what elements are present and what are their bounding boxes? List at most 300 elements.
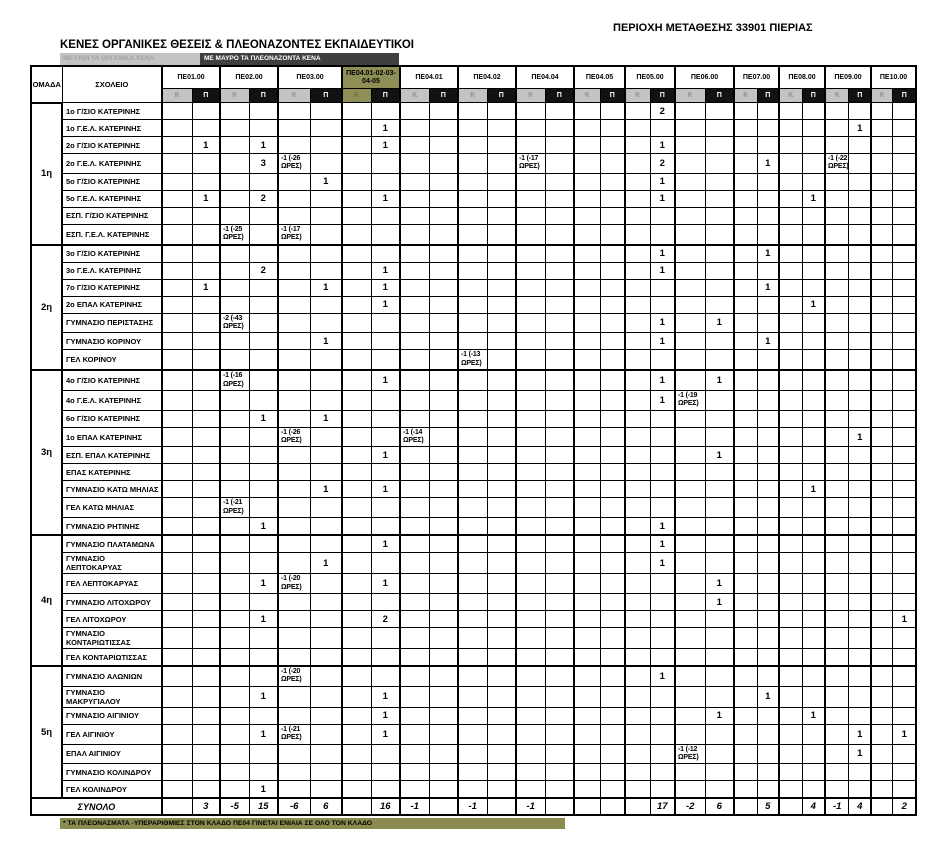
empty-cell (516, 173, 545, 190)
empty-cell (429, 154, 458, 174)
empty-cell (600, 296, 625, 313)
empty-cell (705, 224, 734, 244)
empty-cell (893, 574, 916, 594)
empty-cell (849, 207, 871, 224)
empty-cell (278, 764, 310, 781)
empty-cell (487, 574, 516, 594)
empty-cell (516, 296, 545, 313)
empty-cell (400, 103, 429, 120)
empty-cell (849, 224, 871, 244)
empty-cell (675, 427, 705, 447)
empty-cell (310, 427, 342, 447)
empty-cell (757, 464, 779, 481)
empty-cell (757, 262, 779, 279)
empty-cell (516, 207, 545, 224)
empty-cell (675, 764, 705, 781)
school-name: 5ο Γ.Ε.Λ. ΚΑΤΕΡΙΝΗΣ (62, 190, 162, 207)
empty-cell (516, 370, 545, 390)
empty-cell (825, 686, 849, 707)
empty-cell (371, 154, 400, 174)
empty-cell (757, 173, 779, 190)
school-name: ΓΥΜΝΑΣΙΟ ΜΑΚΡΥΓΙΑΛΟΥ (62, 686, 162, 707)
school-name: 2ο Γ.Ε.Λ. ΚΑΤΕΡΙΝΗΣ (62, 154, 162, 174)
subheader-P-ΠΕ02.00: Π (249, 89, 278, 103)
empty-cell (371, 350, 400, 370)
empty-cell (779, 390, 802, 410)
empty-cell (310, 350, 342, 370)
school-name: 4ο Γ/ΣΙΟ ΚΑΤΕΡΙΝΗΣ (62, 370, 162, 390)
empty-cell (429, 207, 458, 224)
empty-cell (574, 628, 600, 649)
school-name: 1ο ΕΠΑΛ ΚΑΤΕΡΙΝΗΣ (62, 427, 162, 447)
empty-cell (162, 666, 192, 686)
subheader-P-ΠΕ04.05: Π (600, 89, 625, 103)
school-name: ΓΥΜΝΑΣΙΟ ΑΙΓΙΝΙΟΥ (62, 707, 162, 724)
subheader-K-ΠΕ07.00: Κ (734, 89, 757, 103)
empty-cell (545, 628, 574, 649)
empty-cell (249, 350, 278, 370)
empty-cell (249, 498, 278, 518)
empty-cell (574, 707, 600, 724)
empty-cell (675, 370, 705, 390)
total-label: ΣΥΝΟΛΟ (31, 798, 162, 815)
empty-cell (734, 481, 757, 498)
value-cell: -1 (-22 ΩΡΕΣ) (825, 154, 849, 174)
school-name: ΓΕΛ ΑΙΓΙΝΙΟΥ (62, 724, 162, 744)
empty-cell (600, 707, 625, 724)
empty-cell (458, 764, 487, 781)
empty-cell (545, 296, 574, 313)
empty-cell (600, 649, 625, 667)
empty-cell (625, 103, 650, 120)
empty-cell (458, 498, 487, 518)
empty-cell (825, 279, 849, 296)
empty-cell (458, 707, 487, 724)
empty-cell (162, 333, 192, 350)
empty-cell (487, 427, 516, 447)
empty-cell (650, 427, 675, 447)
empty-cell (650, 611, 675, 628)
empty-cell (458, 518, 487, 536)
empty-cell (342, 744, 371, 764)
empty-cell (574, 370, 600, 390)
empty-cell (400, 574, 429, 594)
empty-cell (162, 137, 192, 154)
empty-cell (400, 498, 429, 518)
empty-cell (220, 464, 249, 481)
empty-cell (675, 594, 705, 611)
empty-cell (278, 707, 310, 724)
empty-cell (278, 390, 310, 410)
empty-cell (675, 686, 705, 707)
empty-cell (802, 498, 825, 518)
value-cell: -2 (-43 ΩΡΕΣ) (220, 313, 249, 333)
empty-cell (625, 781, 650, 799)
empty-cell (734, 245, 757, 263)
empty-cell (278, 447, 310, 464)
empty-cell (574, 137, 600, 154)
empty-cell (893, 410, 916, 427)
empty-cell (825, 190, 849, 207)
empty-cell (249, 764, 278, 781)
empty-cell (757, 427, 779, 447)
empty-cell (625, 518, 650, 536)
value-cell: 1 (802, 481, 825, 498)
empty-cell (545, 798, 574, 815)
empty-cell (825, 481, 849, 498)
empty-cell (650, 498, 675, 518)
empty-cell (162, 481, 192, 498)
empty-cell (574, 518, 600, 536)
empty-cell (574, 744, 600, 764)
table-row (31, 707, 916, 724)
empty-cell (278, 333, 310, 350)
empty-cell (705, 410, 734, 427)
empty-cell (278, 594, 310, 611)
empty-cell (600, 498, 625, 518)
value-cell: 1 (371, 120, 400, 137)
table-row (31, 154, 916, 174)
empty-cell (429, 103, 458, 120)
empty-cell (734, 764, 757, 781)
empty-cell (162, 744, 192, 764)
empty-cell (779, 173, 802, 190)
empty-cell (278, 611, 310, 628)
empty-cell (849, 447, 871, 464)
empty-cell (310, 686, 342, 707)
empty-cell (893, 628, 916, 649)
value-cell: 2 (650, 103, 675, 120)
empty-cell (162, 350, 192, 370)
empty-cell (400, 137, 429, 154)
empty-cell (893, 245, 916, 263)
value-cell: 1 (371, 481, 400, 498)
empty-cell (192, 574, 220, 594)
empty-cell (278, 173, 310, 190)
empty-cell (757, 611, 779, 628)
empty-cell (545, 390, 574, 410)
empty-cell (779, 313, 802, 333)
empty-cell (487, 120, 516, 137)
table-row (31, 686, 916, 707)
empty-cell (487, 764, 516, 781)
empty-cell (278, 190, 310, 207)
empty-cell (675, 350, 705, 370)
empty-cell (162, 173, 192, 190)
empty-cell (849, 390, 871, 410)
empty-cell (893, 649, 916, 667)
empty-cell (371, 594, 400, 611)
empty-cell (675, 410, 705, 427)
empty-cell (625, 744, 650, 764)
value-cell: 1 (371, 686, 400, 707)
empty-cell (825, 553, 849, 574)
empty-cell (705, 553, 734, 574)
empty-cell (825, 390, 849, 410)
empty-cell (705, 190, 734, 207)
column-header-ΠΕ04.04: ΠΕ04.04 (516, 66, 574, 89)
empty-cell (779, 594, 802, 611)
empty-cell (192, 447, 220, 464)
empty-cell (625, 120, 650, 137)
value-cell: 1 (802, 296, 825, 313)
empty-cell (871, 481, 893, 498)
empty-cell (516, 553, 545, 574)
table-row (31, 464, 916, 481)
column-header-ΠΕ04.05: ΠΕ04.05 (574, 66, 625, 89)
empty-cell (825, 447, 849, 464)
empty-cell (574, 498, 600, 518)
value-cell: 3 (192, 798, 220, 815)
empty-cell (400, 190, 429, 207)
empty-cell (458, 190, 487, 207)
empty-cell (249, 390, 278, 410)
empty-cell (429, 498, 458, 518)
empty-cell (675, 262, 705, 279)
empty-cell (162, 427, 192, 447)
empty-cell (220, 649, 249, 667)
empty-cell (371, 518, 400, 536)
value-cell: 1 (757, 333, 779, 350)
table-row (31, 262, 916, 279)
empty-cell (516, 464, 545, 481)
empty-cell (675, 207, 705, 224)
empty-cell (342, 464, 371, 481)
school-name: ΓΥΜΝΑΣΙΟ ΠΛΑΤΑΜΩΝΑ (62, 535, 162, 553)
empty-cell (249, 224, 278, 244)
value-cell: 1 (249, 781, 278, 799)
empty-cell (600, 410, 625, 427)
empty-cell (516, 190, 545, 207)
column-header-ΠΕ10.00: ΠΕ10.00 (871, 66, 916, 89)
empty-cell (871, 781, 893, 799)
empty-cell (458, 120, 487, 137)
empty-cell (825, 207, 849, 224)
empty-cell (871, 628, 893, 649)
empty-cell (600, 279, 625, 296)
empty-cell (600, 628, 625, 649)
empty-cell (162, 628, 192, 649)
empty-cell (458, 447, 487, 464)
empty-cell (545, 686, 574, 707)
empty-cell (625, 628, 650, 649)
empty-cell (705, 262, 734, 279)
empty-cell (705, 350, 734, 370)
empty-cell (871, 447, 893, 464)
empty-cell (310, 594, 342, 611)
empty-cell (802, 103, 825, 120)
empty-cell (429, 245, 458, 263)
empty-cell (371, 628, 400, 649)
value-cell: 1 (249, 724, 278, 744)
empty-cell (675, 649, 705, 667)
empty-cell (871, 666, 893, 686)
empty-cell (220, 707, 249, 724)
value-cell: -1 (400, 798, 429, 815)
empty-cell (734, 120, 757, 137)
school-name: ΓΥΜΝΑΣΙΟ ΚΑΤΩ ΜΗΛΙΑΣ (62, 481, 162, 498)
empty-cell (625, 724, 650, 744)
empty-cell (825, 173, 849, 190)
value-cell: 5 (757, 798, 779, 815)
empty-cell (400, 207, 429, 224)
empty-cell (625, 447, 650, 464)
subheader-P-ΠΕ04.04: Π (545, 89, 574, 103)
empty-cell (249, 279, 278, 296)
empty-cell (574, 686, 600, 707)
empty-cell (802, 447, 825, 464)
empty-cell (600, 103, 625, 120)
empty-cell (342, 103, 371, 120)
table-row (31, 313, 916, 333)
empty-cell (545, 190, 574, 207)
value-cell: 1 (849, 724, 871, 744)
empty-cell (600, 370, 625, 390)
empty-cell (825, 594, 849, 611)
value-cell: 1 (650, 553, 675, 574)
empty-cell (429, 296, 458, 313)
value-cell: -1 (-17 ΩΡΕΣ) (278, 224, 310, 244)
empty-cell (825, 427, 849, 447)
empty-cell (429, 390, 458, 410)
empty-cell (802, 553, 825, 574)
empty-cell (487, 781, 516, 799)
empty-cell (278, 649, 310, 667)
empty-cell (625, 296, 650, 313)
value-cell: 2 (371, 611, 400, 628)
empty-cell (458, 224, 487, 244)
empty-cell (545, 781, 574, 799)
empty-cell (342, 190, 371, 207)
value-cell: 1 (371, 279, 400, 296)
empty-cell (650, 279, 675, 296)
empty-cell (429, 279, 458, 296)
empty-cell (249, 744, 278, 764)
empty-cell (893, 744, 916, 764)
column-header-ΠΕ08.00: ΠΕ08.00 (779, 66, 825, 89)
empty-cell (192, 313, 220, 333)
empty-cell (574, 190, 600, 207)
empty-cell (600, 120, 625, 137)
empty-cell (458, 103, 487, 120)
empty-cell (400, 173, 429, 190)
empty-cell (220, 333, 249, 350)
empty-cell (802, 120, 825, 137)
empty-cell (734, 686, 757, 707)
value-cell: 1 (650, 262, 675, 279)
empty-cell (516, 103, 545, 120)
empty-cell (458, 245, 487, 263)
empty-cell (249, 313, 278, 333)
school-name: ΓΥΜΝΑΣΙΟ ΚΟΛΙΝΔΡΟΥ (62, 764, 162, 781)
empty-cell (458, 781, 487, 799)
empty-cell (310, 224, 342, 244)
empty-cell (825, 350, 849, 370)
empty-cell (849, 279, 871, 296)
empty-cell (600, 553, 625, 574)
table-row (31, 481, 916, 498)
empty-cell (487, 686, 516, 707)
empty-cell (458, 594, 487, 611)
empty-cell (429, 628, 458, 649)
empty-cell (400, 390, 429, 410)
empty-cell (574, 574, 600, 594)
empty-cell (871, 744, 893, 764)
empty-cell (192, 594, 220, 611)
table-row (31, 611, 916, 628)
value-cell: 1 (650, 137, 675, 154)
empty-cell (458, 724, 487, 744)
empty-cell (734, 594, 757, 611)
empty-cell (192, 611, 220, 628)
empty-cell (429, 574, 458, 594)
column-header-ΠΕ04.02: ΠΕ04.02 (458, 66, 516, 89)
empty-cell (458, 535, 487, 553)
empty-cell (802, 333, 825, 350)
empty-cell (871, 724, 893, 744)
value-cell: 1 (371, 296, 400, 313)
empty-cell (600, 137, 625, 154)
empty-cell (871, 427, 893, 447)
value-cell: 6 (705, 798, 734, 815)
empty-cell (625, 313, 650, 333)
empty-cell (429, 535, 458, 553)
empty-cell (825, 611, 849, 628)
empty-cell (458, 574, 487, 594)
empty-cell (675, 245, 705, 263)
value-cell: 1 (802, 707, 825, 724)
value-cell: 2 (893, 798, 916, 815)
value-cell: 1 (310, 481, 342, 498)
empty-cell (162, 764, 192, 781)
empty-cell (400, 410, 429, 427)
value-cell: 1 (705, 370, 734, 390)
empty-cell (342, 296, 371, 313)
empty-cell (757, 628, 779, 649)
empty-cell (675, 103, 705, 120)
empty-cell (220, 262, 249, 279)
empty-cell (802, 574, 825, 594)
school-name: ΓΕΛ ΛΙΤΟΧΩΡΟΥ (62, 611, 162, 628)
empty-cell (249, 707, 278, 724)
empty-cell (278, 245, 310, 263)
school-name: ΓΥΜΝΑΣΙΟ ΠΕΡΙΣΤΑΣΗΣ (62, 313, 162, 333)
empty-cell (458, 154, 487, 174)
empty-cell (249, 666, 278, 686)
empty-cell (220, 296, 249, 313)
empty-cell (779, 427, 802, 447)
school-name: ΓΥΜΝΑΣΙΟ ΛΙΤΟΧΩΡΟΥ (62, 594, 162, 611)
empty-cell (871, 798, 893, 815)
empty-cell (545, 553, 574, 574)
empty-cell (705, 154, 734, 174)
empty-cell (757, 313, 779, 333)
empty-cell (705, 781, 734, 799)
empty-cell (600, 245, 625, 263)
empty-cell (162, 649, 192, 667)
empty-cell (249, 120, 278, 137)
empty-cell (650, 447, 675, 464)
subheader-P-ΠΕ09.00: Π (849, 89, 871, 103)
value-cell: 1 (310, 333, 342, 350)
empty-cell (429, 464, 458, 481)
empty-cell (734, 553, 757, 574)
empty-cell (893, 427, 916, 447)
empty-cell (429, 190, 458, 207)
empty-cell (675, 518, 705, 536)
subheader-P-ΠΕ04.01-02-03-04-05: Π (371, 89, 400, 103)
empty-cell (162, 518, 192, 536)
